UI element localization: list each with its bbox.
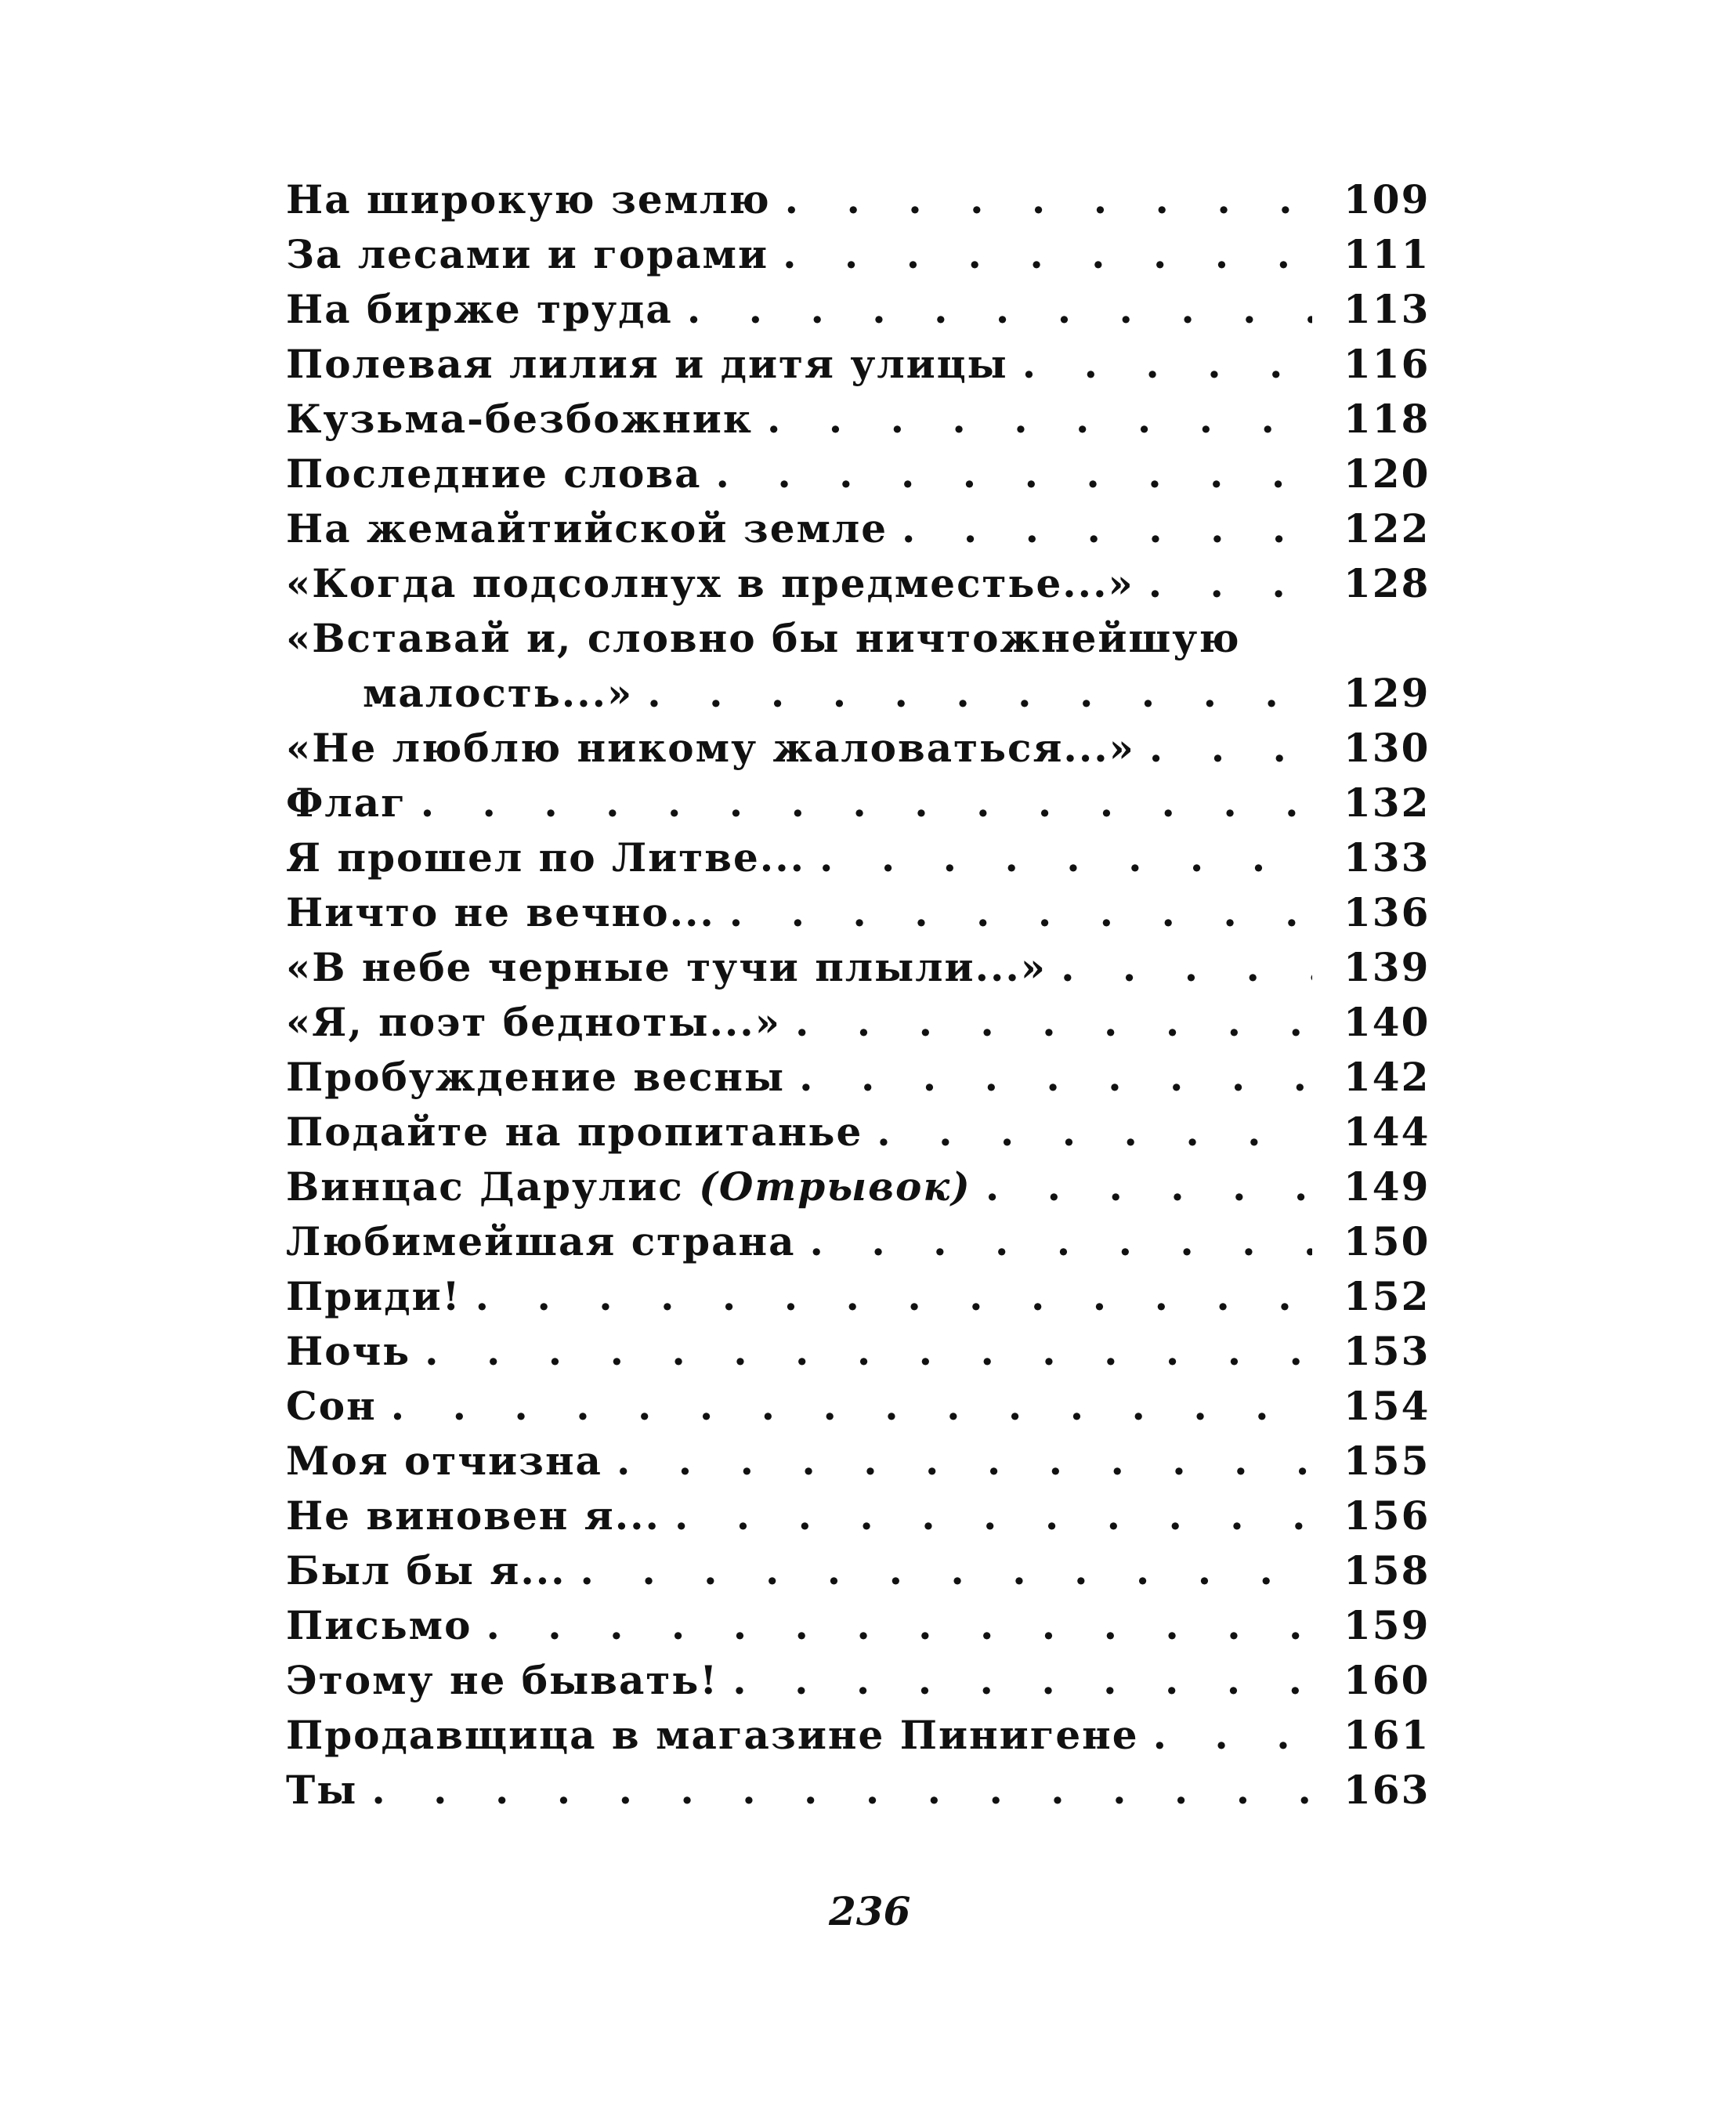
toc-entry-page: 158 [1344,1547,1430,1594]
dot-leader [1148,560,1312,606]
dot-leader [476,1273,1312,1319]
toc-entry-page: 132 [1344,780,1430,826]
toc-entry [286,944,1461,999]
dot-leader [810,1218,1312,1264]
toc-entry-page: 122 [1344,505,1430,552]
toc-entry-continuation [286,670,1461,725]
toc-entry-title: За лесами и горами [286,231,769,277]
toc-entry-page: 160 [1344,1657,1430,1703]
toc-entry-page: 113 [1344,286,1430,332]
toc-entry-page: 139 [1344,944,1430,990]
toc-entry-title: «Вставай и, словно бы ничтожнейшую [286,615,1241,661]
dot-leader [371,1767,1312,1813]
toc-entry-page: 142 [1344,1054,1430,1100]
dot-leader [783,231,1312,277]
toc-entry [286,176,1461,231]
dot-leader [986,1163,1312,1210]
toc-entry [286,725,1461,780]
toc-entry-title: Сон [286,1383,377,1429]
toc-entry [286,780,1461,834]
toc-entry-page: 154 [1344,1383,1430,1429]
toc-entry-page: 136 [1344,889,1430,935]
toc-entry [286,505,1461,560]
toc-entry-title: Полевая лилия и дитя улицы [286,341,1008,387]
page-number: 236 [829,1888,911,1934]
toc-entry-page: 156 [1344,1492,1430,1539]
toc-entry [286,396,1461,450]
toc-entry-title [286,1163,971,1210]
toc-entry [286,1547,1461,1602]
toc-entry-page: 116 [1344,341,1430,387]
toc-entry-page: 161 [1344,1712,1430,1758]
toc-entry-title: Ничто не вечно... [286,889,715,935]
toc-entry [286,1328,1461,1383]
dot-leader [716,450,1313,497]
toc-entry-title: «Я, поэт бедноты...» [286,999,781,1045]
toc-entry [286,999,1461,1054]
toc-entry-page: 149 [1344,1163,1430,1210]
table-of-contents [286,176,1461,1822]
toc-entry-title: Приди! [286,1273,461,1319]
toc-entry [286,341,1461,396]
toc-entry-page: 153 [1344,1328,1430,1374]
dot-leader [767,396,1312,442]
toc-entry [286,231,1461,286]
toc-entry-page: 140 [1344,999,1430,1045]
toc-entry-page: 128 [1344,560,1430,606]
toc-entry-title-main: Винцас Дарулис [286,1163,684,1210]
toc-entry-title-note: (Отрывок) [699,1163,971,1210]
toc-entry-title: На широкую землю [286,176,771,222]
dot-leader [617,1438,1312,1484]
toc-entry-title: Продавщица в магазине Пинигене [286,1712,1139,1758]
dot-leader [785,176,1312,222]
toc-entry-page: 163 [1344,1767,1430,1813]
toc-entry-page: 111 [1344,231,1430,277]
toc-entry-title: Ночь [286,1328,411,1374]
toc-entry-page: 155 [1344,1438,1430,1484]
toc-entry-title: Пробуждение весны [286,1054,786,1100]
toc-entry [286,1767,1461,1822]
dot-leader [877,1109,1312,1155]
dot-leader [486,1602,1312,1648]
toc-entry-page: 109 [1344,176,1430,222]
dot-leader [795,999,1312,1045]
toc-entry-page: 120 [1344,450,1430,497]
dot-leader [732,1657,1312,1703]
toc-entry [286,1602,1461,1657]
dot-leader [1061,944,1312,990]
toc-entry [286,1712,1461,1767]
toc-entry-page: 118 [1344,396,1430,442]
toc-entry [286,1492,1461,1547]
toc-entry-title: Любимейшая страна [286,1218,796,1264]
dot-leader [425,1328,1312,1374]
toc-entry [286,1163,1461,1218]
toc-entry [286,889,1461,944]
toc-entry [286,1273,1461,1328]
dot-leader [1153,1712,1312,1758]
toc-entry [286,834,1461,889]
toc-entry-title: «В небе черные тучи плыли...» [286,944,1047,990]
toc-entry-page: 130 [1344,725,1430,771]
toc-entry [286,560,1461,615]
toc-entry-title: «Не люблю никому жаловаться...» [286,725,1135,771]
toc-entry-page: 152 [1344,1273,1430,1319]
toc-entry-title: Флаг [286,780,407,826]
toc-entry-title: Я прошел по Литве... [286,834,806,881]
toc-entry [286,1218,1461,1273]
dot-leader [799,1054,1312,1100]
toc-entry-title: Последние слова [286,450,702,497]
dot-leader [1149,725,1312,771]
toc-entry-page: 150 [1344,1218,1430,1264]
toc-entry [286,1383,1461,1438]
toc-entry [286,1657,1461,1712]
toc-entry-title: «Когда подсолнух в предместье...» [286,560,1134,606]
toc-entry-title: малость...» [363,670,634,716]
dot-leader [687,286,1312,332]
dot-leader [819,834,1312,881]
dot-leader [580,1547,1312,1594]
toc-entry-title: Ты [286,1767,358,1813]
toc-entry [286,1109,1461,1163]
toc-entry-page: 133 [1344,834,1430,881]
toc-entry [286,1054,1461,1109]
toc-entry-title: Подайте на пропитанье [286,1109,863,1155]
dot-leader [421,780,1312,826]
dot-leader [675,1492,1312,1539]
toc-entry-page: 159 [1344,1602,1430,1648]
dot-leader [902,505,1312,552]
toc-entry [286,450,1461,505]
dot-leader [729,889,1312,935]
dot-leader [647,670,1312,716]
dot-leader [391,1383,1312,1429]
toc-entry [286,615,1461,670]
toc-entry-title: На бирже труда [286,286,673,332]
toc-entry-title: На жемайтийской земле [286,505,888,552]
toc-entry [286,286,1461,341]
toc-entry-title: Моя отчизна [286,1438,602,1484]
toc-entry-page: 129 [1344,670,1430,716]
toc-entry-title: Письмо [286,1602,472,1648]
toc-entry-title: Был бы я... [286,1547,566,1594]
toc-entry [286,1438,1461,1492]
toc-entry-title: Не виновен я... [286,1492,660,1539]
dot-leader [1022,341,1312,387]
toc-entry-title: Этому не бывать! [286,1657,719,1703]
toc-entry-title: Кузьма-безбожник [286,396,753,442]
toc-entry-page: 144 [1344,1109,1430,1155]
